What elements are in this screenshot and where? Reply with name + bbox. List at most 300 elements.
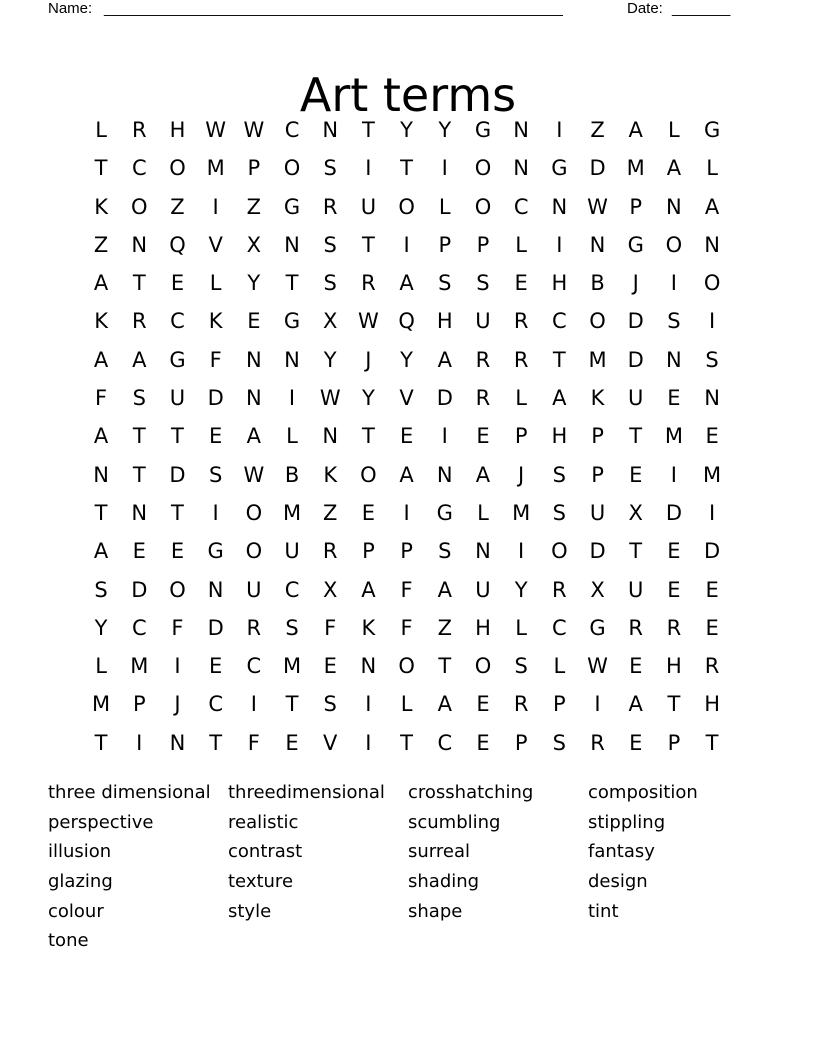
grid-letter[interactable]: C [284, 118, 300, 142]
grid-letter[interactable]: A [552, 386, 567, 411]
grid-letter[interactable]: A [666, 156, 682, 181]
grid-letter[interactable]: I [403, 232, 410, 257]
grid-letter[interactable]: N [704, 386, 720, 411]
grid-letter[interactable]: L [515, 232, 527, 257]
grid-letter[interactable]: M [626, 156, 645, 181]
grid-letter[interactable]: D [589, 156, 606, 181]
grid-letter[interactable]: C [552, 615, 567, 640]
grid-letter[interactable]: S [667, 309, 681, 334]
grid-letter[interactable]: Y [400, 347, 413, 372]
grid-letter[interactable]: D [627, 347, 644, 372]
grid-letter[interactable]: D [627, 309, 644, 334]
grid-letter[interactable]: L [438, 194, 451, 219]
grid-letter[interactable]: D [207, 386, 224, 411]
grid-letter[interactable]: W [243, 118, 265, 142]
grid-letter[interactable]: M [206, 156, 225, 181]
grid-letter[interactable]: R [513, 347, 529, 372]
grid-letter[interactable]: O [131, 194, 148, 219]
grid-letter[interactable]: N [93, 462, 109, 487]
grid-letter[interactable]: E [667, 386, 681, 411]
date-field[interactable]: _______ [672, 0, 731, 17]
grid-letter[interactable]: O [398, 194, 415, 219]
grid-letter[interactable]: I [174, 654, 181, 679]
grid-letter[interactable]: E [170, 271, 185, 296]
grid-letter[interactable]: J [632, 271, 639, 296]
grid-letter[interactable]: X [590, 577, 605, 602]
grid-letter[interactable]: A [437, 347, 452, 372]
grid-letter[interactable]: X [246, 232, 262, 257]
grid-letter[interactable]: K [361, 615, 376, 640]
grid-letter[interactable]: T [361, 232, 375, 257]
grid-letter[interactable]: Y [323, 347, 337, 372]
grid-letter[interactable]: A [437, 577, 452, 602]
grid-letter[interactable]: E [361, 500, 376, 525]
grid-letter[interactable]: M [92, 692, 111, 717]
grid-letter[interactable]: L [515, 386, 527, 411]
grid-letter[interactable]: K [94, 309, 108, 334]
grid-letter[interactable]: N [704, 232, 720, 257]
grid-letter[interactable]: H [436, 309, 453, 334]
grid-letter[interactable]: V [208, 232, 223, 257]
grid-letter[interactable]: W [243, 462, 265, 487]
grid-letter[interactable]: A [628, 692, 643, 717]
grid-letter[interactable]: P [514, 424, 528, 449]
grid-letter[interactable]: R [322, 539, 338, 564]
grid-letter[interactable]: I [365, 692, 372, 717]
grid-letter[interactable]: A [93, 347, 109, 372]
grid-letter[interactable]: T [132, 424, 146, 449]
grid-letter[interactable]: S [323, 156, 337, 181]
word-list-item: surreal [408, 841, 470, 863]
grid-letter[interactable]: F [171, 615, 184, 640]
grid-letter[interactable]: I [212, 194, 219, 219]
grid-letter[interactable]: O [169, 156, 186, 181]
name-label: Name: [48, 0, 93, 17]
word-list-item: illusion [48, 841, 112, 863]
grid-letter[interactable]: G [283, 309, 301, 334]
grid-letter[interactable]: O [589, 309, 606, 334]
grid-letter[interactable]: T [361, 118, 375, 142]
grid-letter[interactable]: P [514, 730, 528, 755]
grid-letter[interactable]: L [515, 615, 527, 640]
grid-letter[interactable]: C [131, 156, 147, 181]
grid-letter[interactable]: A [93, 271, 109, 296]
grid-letter[interactable]: I [136, 730, 143, 755]
word-list-item: shape [408, 900, 463, 922]
grid-letter[interactable]: E [705, 577, 719, 602]
grid-letter[interactable]: R [322, 194, 338, 219]
grid-letter[interactable]: E [514, 271, 528, 296]
grid-letter[interactable]: E [285, 730, 299, 755]
grid-letter[interactable]: P [438, 232, 452, 257]
grid-letter[interactable]: P [553, 692, 566, 717]
grid-letter[interactable]: T [132, 271, 146, 296]
grid-letter[interactable]: Y [400, 118, 413, 142]
grid-letter[interactable]: S [438, 539, 452, 564]
grid-letter[interactable]: N [666, 194, 682, 219]
grid-letter[interactable]: M [282, 654, 302, 679]
grid-letter[interactable]: P [247, 156, 261, 181]
grid-letter[interactable]: H [551, 271, 568, 296]
grid-letter[interactable]: W [205, 118, 227, 142]
grid-letter[interactable]: R [475, 347, 491, 372]
grid-letter[interactable]: E [323, 654, 337, 679]
grid-letter[interactable]: T [705, 730, 719, 755]
grid-letter[interactable]: A [93, 424, 109, 449]
grid-letter[interactable]: K [590, 386, 605, 411]
grid-letter[interactable]: E [132, 539, 146, 564]
grid-letter[interactable]: T [94, 730, 108, 755]
grid-letter[interactable]: F [400, 577, 413, 602]
grid-letter[interactable]: L [477, 500, 489, 525]
grid-letter[interactable]: L [400, 692, 413, 717]
grid-letter[interactable]: T [629, 424, 643, 449]
grid-letter[interactable]: K [94, 194, 108, 219]
grid-letter[interactable]: E [476, 424, 490, 449]
grid-letter[interactable]: F [95, 386, 108, 411]
grid-letter[interactable]: I [212, 500, 219, 525]
grid-letter[interactable]: N [666, 347, 682, 372]
grid-letter[interactable]: G [283, 194, 301, 219]
grid-letter[interactable]: O [169, 577, 186, 602]
grid-letter[interactable]: H [704, 692, 720, 717]
grid-letter[interactable]: I [250, 692, 257, 717]
grid-letter[interactable]: E [209, 654, 223, 679]
grid-letter[interactable]: G [703, 118, 721, 142]
grid-letter[interactable]: G [169, 347, 186, 372]
grid-letter[interactable]: N [322, 118, 339, 142]
grid-letter[interactable]: U [589, 500, 606, 525]
grid-letter[interactable]: R [131, 118, 147, 142]
grid-letter[interactable]: T [438, 654, 452, 679]
grid-letter[interactable]: I [708, 309, 716, 334]
grid-letter[interactable]: A [361, 577, 376, 602]
grid-letter[interactable]: K [323, 462, 338, 487]
grid-letter[interactable]: M [130, 654, 149, 679]
grid-letter[interactable]: Y [247, 271, 261, 296]
grid-letter[interactable]: T [285, 271, 299, 296]
grid-row [82, 494, 732, 532]
grid-letter[interactable]: M [703, 462, 722, 487]
grid-letter[interactable]: G [436, 500, 453, 525]
grid-letter[interactable]: G [207, 539, 224, 564]
grid-letter[interactable]: O [665, 232, 683, 257]
grid-letter[interactable]: Y [438, 118, 452, 142]
grid-letter[interactable]: S [552, 730, 567, 755]
grid-letter[interactable]: I [365, 730, 372, 755]
grid-letter[interactable]: X [323, 577, 338, 602]
grid-letter[interactable]: A [246, 424, 262, 449]
grid-letter[interactable]: O [398, 654, 415, 679]
grid-letter[interactable]: E [629, 730, 643, 755]
grid-letter[interactable]: I [556, 118, 563, 142]
grid-letter[interactable]: D [436, 386, 453, 411]
grid-letter[interactable]: G [551, 156, 568, 181]
grid-letter[interactable]: E [705, 424, 719, 449]
grid-letter[interactable]: D [207, 615, 224, 640]
grid-letter[interactable]: U [628, 386, 644, 411]
grid-letter[interactable]: L [209, 271, 222, 296]
grid-letter[interactable]: T [629, 539, 643, 564]
grid-letter[interactable]: T [400, 730, 413, 755]
grid-letter[interactable]: E [667, 539, 681, 564]
grid-letter[interactable]: J [365, 347, 372, 372]
grid-letter[interactable]: T [132, 462, 146, 487]
grid-letter[interactable]: A [475, 462, 491, 487]
grid-letter[interactable]: O [360, 462, 377, 487]
grid-letter[interactable]: N [513, 118, 530, 142]
grid-letter[interactable]: I [288, 386, 296, 411]
grid-letter[interactable]: E [705, 615, 719, 640]
grid-letter[interactable]: R [628, 615, 644, 640]
grid-letter[interactable]: E [247, 309, 261, 334]
grid-letter[interactable]: U [475, 577, 491, 602]
grid-letter[interactable]: F [209, 347, 222, 372]
grid-letter[interactable]: C [513, 194, 529, 219]
grid-letter[interactable]: T [285, 692, 299, 717]
grid-letter[interactable]: P [132, 692, 146, 717]
grid-letter[interactable]: I [403, 500, 410, 525]
grid-letter[interactable]: L [668, 118, 680, 142]
grid-letter[interactable]: T [209, 730, 223, 755]
grid-letter[interactable]: F [324, 615, 337, 640]
grid-letter[interactable]: N [245, 386, 262, 411]
word-list-item: texture [228, 871, 294, 893]
grid-letter[interactable]: O [245, 539, 263, 564]
grid-letter[interactable]: N [360, 654, 377, 679]
grid-letter[interactable]: N [322, 424, 339, 449]
grid-letter[interactable]: P [629, 194, 643, 219]
grid-letter[interactable]: K [208, 309, 223, 334]
grid-letter[interactable]: N [169, 730, 186, 755]
grid-letter[interactable]: C [437, 730, 453, 755]
grid-letter[interactable]: E [476, 692, 490, 717]
grid-letter[interactable]: R [131, 309, 147, 334]
grid-letter[interactable]: Z [323, 500, 338, 525]
grid-letter[interactable]: Y [514, 577, 528, 602]
grid-letter[interactable]: I [594, 692, 601, 717]
grid-letter[interactable]: H [551, 424, 568, 449]
grid-letter[interactable]: G [474, 118, 492, 142]
grid-letter[interactable]: Y [361, 386, 375, 411]
grid-letter[interactable]: T [171, 424, 184, 449]
grid-letter[interactable]: R [590, 730, 605, 755]
grid-letter[interactable]: A [399, 462, 414, 487]
grid-letter[interactable]: S [552, 462, 567, 487]
grid-letter[interactable]: L [95, 118, 107, 142]
grid-letter[interactable]: O [703, 271, 721, 296]
grid-letter[interactable]: E [476, 730, 490, 755]
grid-letter[interactable]: I [441, 424, 448, 449]
grid-letter[interactable]: A [93, 539, 109, 564]
grid-letter[interactable]: E [629, 654, 643, 679]
grid-letter[interactable]: E [170, 539, 185, 564]
grid-letter[interactable]: A [437, 692, 452, 717]
grid-letter[interactable]: V [399, 386, 414, 411]
grid-letter[interactable]: F [247, 730, 260, 755]
grid-letter[interactable]: P [476, 232, 490, 257]
grid-letter[interactable]: A [704, 194, 720, 219]
grid-letter[interactable]: M [512, 500, 531, 525]
grid-letter[interactable]: U [628, 577, 644, 602]
grid-letter[interactable]: S [94, 577, 108, 602]
grid-letter[interactable]: R [246, 615, 262, 640]
grid-letter[interactable]: N [245, 347, 262, 372]
name-field[interactable]: _______________________________________________________ [104, 0, 563, 17]
grid-letter[interactable]: T [94, 500, 108, 525]
grid-letter[interactable]: Z [246, 194, 262, 219]
grid-letter[interactable]: V [323, 730, 338, 755]
grid-letter[interactable]: X [628, 500, 643, 525]
grid-letter[interactable]: R [666, 615, 682, 640]
grid-letter[interactable]: N [284, 232, 300, 257]
grid-letter[interactable]: J [518, 462, 525, 487]
grid-letter[interactable]: T [171, 500, 184, 525]
grid-letter[interactable]: E [209, 424, 223, 449]
grid-letter[interactable]: W [587, 194, 608, 219]
grid-letter[interactable]: D [169, 462, 186, 487]
grid-letter[interactable]: S [323, 692, 337, 717]
grid-letter[interactable]: E [399, 424, 414, 449]
grid-letter[interactable]: S [132, 386, 146, 411]
grid-letter[interactable]: S [705, 347, 719, 372]
grid-letter[interactable]: L [95, 654, 107, 679]
grid-letter[interactable]: C [131, 615, 147, 640]
grid-letter[interactable]: H [475, 615, 491, 640]
grid-letter[interactable]: P [667, 730, 681, 755]
grid-row [82, 571, 732, 609]
grid-letter[interactable]: G [589, 615, 606, 640]
grid-letter[interactable]: D [665, 500, 682, 525]
grid-letter[interactable]: W [587, 654, 608, 679]
grid-letter[interactable]: B [284, 462, 300, 487]
grid-letter[interactable]: I [670, 271, 677, 296]
grid-letter[interactable]: W [358, 309, 379, 334]
grid-letter[interactable]: Q [398, 309, 415, 334]
grid-letter[interactable]: M [282, 500, 302, 525]
grid-letter[interactable]: I [556, 232, 563, 257]
grid-letter[interactable]: Y [94, 615, 108, 640]
grid-letter[interactable]: B [590, 271, 605, 296]
grid-letter[interactable]: S [552, 500, 567, 525]
grid-letter[interactable]: U [284, 539, 300, 564]
grid-letter[interactable]: S [285, 615, 299, 640]
grid-letter[interactable]: N [284, 347, 300, 372]
grid-letter[interactable]: S [438, 271, 452, 296]
grid-letter[interactable]: A [628, 118, 643, 142]
grid-letter[interactable]: S [476, 271, 490, 296]
grid-letter[interactable]: H [169, 118, 186, 142]
grid-letter[interactable]: L [286, 424, 298, 449]
grid-letter[interactable]: P [362, 539, 375, 564]
grid-letter[interactable]: O [245, 500, 263, 525]
grid-letter[interactable]: I [708, 500, 716, 525]
grid-letter[interactable]: P [591, 424, 604, 449]
grid-letter[interactable]: N [475, 539, 491, 564]
grid-letter[interactable]: I [365, 156, 372, 181]
grid-letter[interactable]: M [664, 424, 683, 449]
grid-letter[interactable]: T [400, 156, 413, 181]
grid-row [82, 188, 732, 226]
grid-letter[interactable]: Q [169, 232, 186, 257]
grid-letter[interactable]: W [319, 386, 341, 411]
grid-letter[interactable]: U [169, 386, 186, 411]
grid-letter[interactable]: Z [93, 232, 109, 257]
grid-letter[interactable]: I [441, 156, 448, 181]
grid-letter[interactable]: D [131, 577, 148, 602]
grid-letter[interactable]: X [323, 309, 338, 334]
grid-letter[interactable]: O [474, 194, 492, 219]
grid-letter[interactable]: L [553, 654, 566, 679]
grid-letter[interactable]: S [323, 232, 337, 257]
grid-letter[interactable]: C [170, 309, 185, 334]
grid-letter[interactable]: C [284, 577, 300, 602]
grid-letter[interactable]: L [706, 156, 718, 181]
grid-letter[interactable]: T [361, 424, 375, 449]
grid-letter[interactable]: N [436, 462, 453, 487]
grid-letter[interactable]: R [513, 309, 529, 334]
grid-letter[interactable]: A [132, 347, 147, 372]
grid-letter[interactable]: R [475, 386, 491, 411]
grid-letter[interactable]: N [131, 500, 148, 525]
grid-letter[interactable]: N [589, 232, 606, 257]
grid-letter[interactable]: N [513, 156, 530, 181]
grid-letter[interactable]: R [552, 577, 567, 602]
grid-letter[interactable]: O [474, 654, 492, 679]
grid-letter[interactable]: T [94, 156, 108, 181]
grid-letter[interactable]: D [704, 539, 721, 564]
grid-letter[interactable]: Z [437, 615, 452, 640]
grid-letter[interactable]: M [588, 347, 607, 372]
grid-letter[interactable]: N [551, 194, 568, 219]
grid-letter[interactable]: U [246, 577, 262, 602]
grid-letter[interactable]: C [246, 654, 262, 679]
grid-letter[interactable]: U [475, 309, 491, 334]
grid-letter[interactable]: R [704, 654, 720, 679]
grid-letter[interactable]: S [323, 271, 337, 296]
grid-letter[interactable]: I [670, 462, 677, 487]
grid-letter[interactable]: N [131, 232, 148, 257]
grid-letter[interactable]: C [208, 692, 223, 717]
grid-letter[interactable]: C [552, 309, 567, 334]
grid-letter[interactable]: H [666, 654, 682, 679]
grid-letter[interactable]: A [399, 271, 414, 296]
grid-letter[interactable]: R [513, 692, 529, 717]
grid-letter[interactable]: F [400, 615, 413, 640]
grid-letter[interactable]: I [518, 539, 525, 564]
word-list-item: composition [588, 782, 698, 803]
grid-letter[interactable]: Z [170, 194, 185, 219]
grid-letter[interactable]: T [667, 692, 681, 717]
grid-letter[interactable]: O [551, 539, 568, 564]
grid-letter[interactable]: G [627, 232, 644, 257]
grid-letter[interactable]: S [514, 654, 528, 679]
grid-letter[interactable]: E [667, 577, 681, 602]
grid-letter[interactable]: N [207, 577, 224, 602]
grid-letter[interactable]: T [552, 347, 566, 372]
grid-letter[interactable]: R [361, 271, 376, 296]
grid-letter[interactable]: U [360, 194, 377, 219]
grid-letter[interactable]: D [589, 539, 606, 564]
grid-letter[interactable]: O [283, 156, 301, 181]
grid-letter[interactable]: O [474, 156, 492, 181]
grid-letter[interactable]: E [629, 462, 643, 487]
grid-letter[interactable]: Z [590, 118, 605, 142]
grid-letter[interactable]: P [591, 462, 604, 487]
grid-letter[interactable]: S [208, 462, 223, 487]
grid-letter[interactable]: J [174, 692, 181, 717]
grid-letter[interactable]: P [400, 539, 413, 564]
